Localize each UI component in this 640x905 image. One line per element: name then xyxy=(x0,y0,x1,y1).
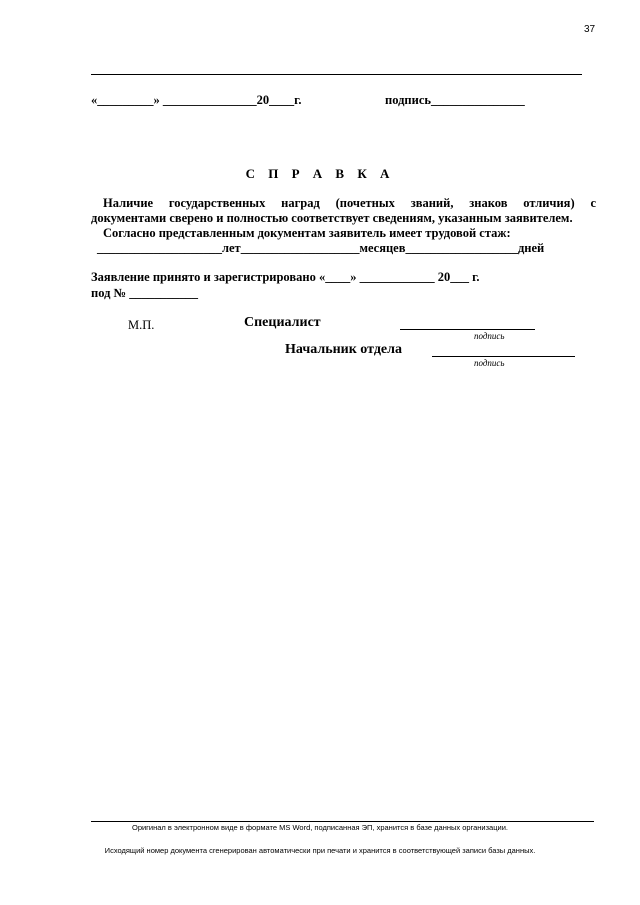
footer-number-note: Исходящий номер документа сгенерирован автоматически при печати и хранится в соответствующей записи базы данных. xyxy=(104,846,536,855)
date-field: «_________» _______________20____г. xyxy=(91,93,302,107)
specialist-signature-line xyxy=(400,329,535,330)
signature-field: подпись_______________ xyxy=(385,93,525,107)
paragraph-experience-line2: ____________________лет___________________месяцев__________________дней xyxy=(97,241,545,255)
page-number: 37 xyxy=(584,24,596,35)
header-rule xyxy=(91,74,582,75)
registration-number-line: под № ___________ xyxy=(91,286,198,300)
stamp-placeholder: М.П. xyxy=(128,318,155,332)
paragraph-awards-line1: Наличие государственных наград (почетных званий, знаков отличия) с xyxy=(103,196,596,210)
head-signature-caption: подпись xyxy=(474,358,505,368)
footer-rule xyxy=(91,821,594,822)
registration-line: Заявление принято и зарегистрировано «____» ____________ 20___ г. xyxy=(91,270,480,284)
footer-storage-note: Оригинал в электронном виде в формате MS Word, подписанная ЭП, хранится в базе данных организации. xyxy=(131,823,508,832)
document-title: С П Р А В К А xyxy=(245,166,395,181)
head-signature-line xyxy=(432,356,575,357)
head-of-department-label: Начальник отдела xyxy=(285,342,402,357)
specialist-label: Специалист xyxy=(244,315,321,330)
paragraph-awards-line2: документами сверено и полностью соответствует сведениям, указанным заявителем. xyxy=(91,211,573,225)
paragraph-experience-line1: Согласно представленным документам заявитель имеет трудовой стаж: xyxy=(103,226,511,240)
specialist-signature-caption: подпись xyxy=(474,331,505,341)
